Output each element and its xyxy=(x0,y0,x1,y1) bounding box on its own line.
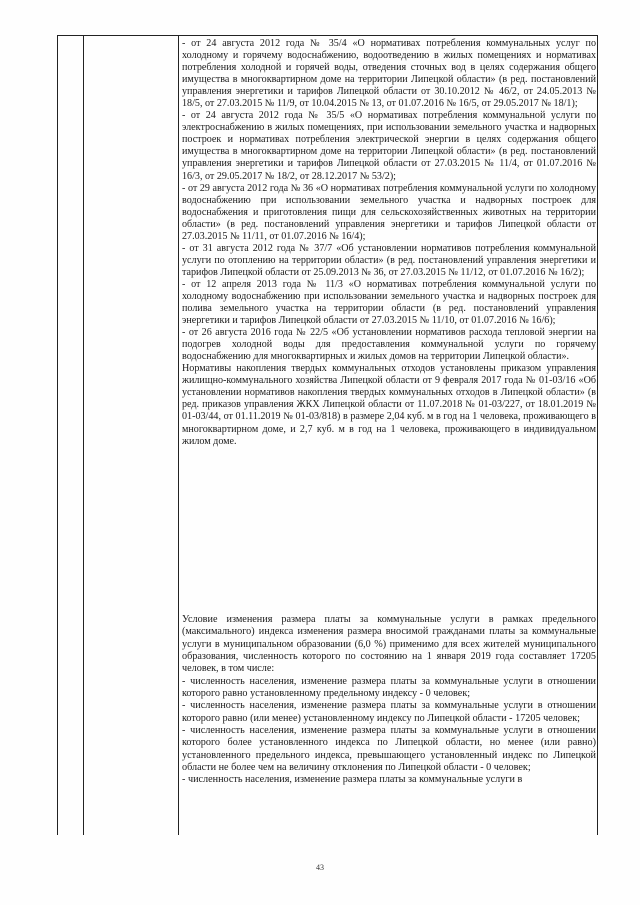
paragraph: - от 24 августа 2012 года № 35/5 «О нормативах потребления коммунальной услуги по электроснабжению в жилых помещениях, при использовании земельного участка и надворных построек и нормативах потребления электрической энергии в целях содержания общего имущества в многоквартирном доме на территории Липецкой области» (в ред. постановлений управления энергетики и тарифов Липецкой области от 27.03.2015 № 11/4, от 01.07.2016 № 16/3, от 29.05.2017 № 18/2, от 28.12.2017 № 53/2); xyxy=(182,110,596,182)
paragraph: - численность населения, изменение размера платы за коммунальные услуги в отношении которого равно установленному предельному индексу - 0 человек; xyxy=(182,675,596,700)
paragraph: - от 31 августа 2012 года № 37/7 «Об установлении нормативов потребления коммунальной услуги по отоплению на территории области» (в ред. постановлений управления энергетики и тарифов Липецкой области от 25.09.2013 № 36, от 27.03.2015 № 11/12, от 01.07.2016 № 16/2); xyxy=(182,242,596,278)
paragraph: - численность населения, изменение размера платы за коммунальные услуги в xyxy=(182,774,523,786)
page-number: 43 xyxy=(316,863,324,872)
paragraph: - численность населения, изменение размера платы за коммунальные услуги в отношении которого равно (или менее) установленному индексу по Липецкой области - 17205 человек; xyxy=(182,700,596,724)
paragraph: - от 24 августа 2012 года № 35/4 «О нормативах потребления коммунальных услуг по холодному и горячему водоснабжению, водоотведению в жилых помещениях и нормативах потребления холодной и горячей воды, отведения сточных вод в целях содержания общего имущества в многоквартирном доме на территории Липецкой области» (в ред. постановлений управления энергетики и тарифов Липецкой области от 30.10.2012 № 46/2, от 24.05.2013 № 18/5, от 27.03.2015 № 11/9, от 10.04.2015 № 13, от 01.07.2016 № 16/5, от 29.05.2017 № 18/1); xyxy=(182,38,596,110)
paragraph: Нормативы накопления твердых коммунальных отходов установлены приказом управления жилищно-коммунального хозяйства Липецкой области от 9 февраля 2017 года № 01-03/16 «Об установлении нормативов накопления твердых коммунальных отходов в Липецкой области» (в ред. приказов управления ЖКХ Липецкой области от 11.07.2018 № 01-03/227, от 18.01.2019 № 01-03/44, от 01.11.2019 № 01-03/818) в размере 2,04 куб. м в год на 1 человека, проживающего в многоквартирном доме, и 2,7 куб. м в год на 1 человека, проживающего в индивидуальном жилом доме. xyxy=(182,363,596,447)
paragraph: - от 29 августа 2012 года № 36 «О нормативах потребления коммунальной услуги по холодному водоснабжению при использовании земельного участка и надворных построек для водоснабжения и приготовления пищи для сельскохозяйственных животных на территории области» (в ред. постановлений управления энергетики и тарифов Липецкой области от 27.03.2015 № 11/11, от 01.07.2016 № 16/4); xyxy=(182,182,596,242)
paragraph: - от 26 августа 2016 года № 22/5 «Об установлении нормативов расхода тепловой энергии на подогрев холодной воды для предоставления коммунальной услуги по горячему водоснабжению для многоквартирных и жилых домов на территории Липецкой области». xyxy=(182,327,596,363)
paragraph: - численность населения, изменение размера платы за коммунальные услуги в отношении которого более установленного индекса по Липецкой области, но менее (или равно) установленного предельного индекса, превышающего установленный индекс по Липецкой области не более чем на величину отклонения по Липецкой области - 0 человек; xyxy=(182,725,596,774)
paragraph: - от 12 апреля 2013 года № 11/3 «О нормативах потребления коммунальной услуги по холодному водоснабжению при использовании земельного участка и надворных построек для полива земельного участка на территории области (в ред. постановлений управления энергетики и тарифов Липецкой области от 27.03.2015 № 11/10, от 01.07.2016 № 16/6); xyxy=(182,278,596,327)
regulations-cell xyxy=(182,38,596,448)
column-divider xyxy=(178,35,179,835)
column-divider xyxy=(83,35,84,835)
payment-change-cell xyxy=(182,614,596,787)
paragraph: Условие изменения размера платы за коммунальные услуги в рамках предельного (максимального) индекса изменения размера вносимой гражданами платы за коммунальные услуги в муниципальном образовании (6,0 %) применимо для всех жителей муниципального образования, численность которого по состоянию на 1 января 2019 года составляет 17205 человек, в том числе: xyxy=(182,614,596,675)
